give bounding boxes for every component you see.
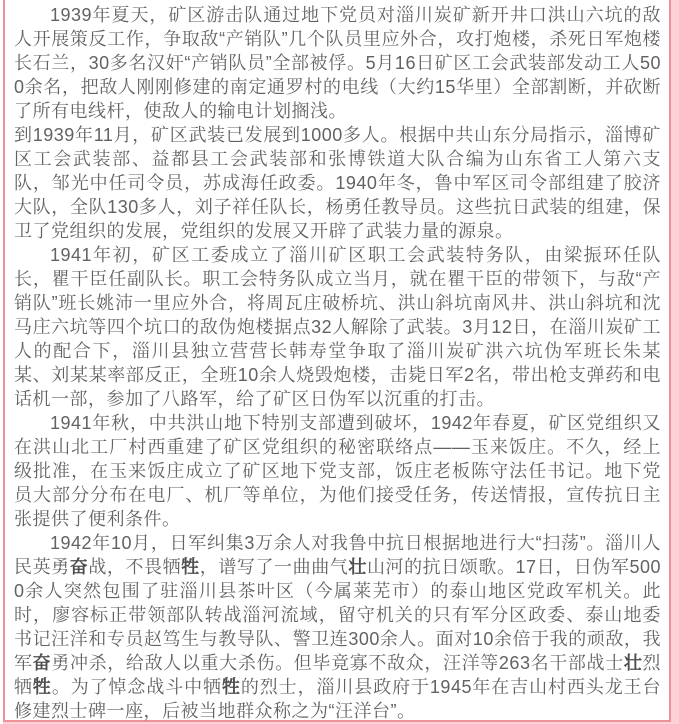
- article-paragraph-1: 1939年夏天，矿区游击队通过地下党员对淄川炭矿新开井口洪山六坑的敌人开展策反工作，争取敌“产销队”几个队员里应外合，攻打炮楼，杀死日军炮楼长石兰，30多名汉奸“产销队员”全部被俘。5月16日矿区工会武装部发动工人500余名，把敌人刚刚修建的南定通罗村的电线（大约15华里）全部割断，并砍断了所有电线杆，使敌人的输电计划搁浅。: [14, 5, 661, 121]
- article-paragraph-3: 1941年初，矿区工委成立了淄川矿区职工会武装特务队，由梁振环任队长，瞿干臣任副队长。职工会特务队成立当月，就在瞿干臣的带领下，与敌“产销队”班长姚沛一里应外合，将周瓦庄破桥坑、洪山斜坑南风井、洪山斜坑和沈马庄六坑等四个坑口的敌伪炮楼据点32人解除了武装。3月12日，在淄川炭矿工人的配合下，淄川县独立营营长韩寿堂争取了淄川炭矿洪六坑伪军班长朱某某、刘某某率部反正，全班10余人烧毁炮楼，击毙日军2名，带出枪支弹药和电话机一部，参加了八路军，给了矿区日伪军以沉重的打击。: [14, 245, 661, 409]
- article-paragraph-5: 1942年10月，日军纠集3万余人对我鲁中抗日根据地进行大“扫荡”。淄川人民英勇奋战，不畏牺牲，谱写了一曲曲气壮山河的抗日颂歌。17日，日伪军5000余人突然包围了驻淄川县茶叶区（今属莱芜市）的泰山地区党政军机关。此时，廖容标正带领部队转战淄河流域，留守机关的只有军分区政委、泰山地委书记汪洋和专员赵笃生与教导队、警卫连300余人。面对10余倍于我的顽敌，我军奋勇冲杀，给敌人以重大杀伤。但毕竟寡不敌众，汪洋等263名干部战士壮烈牺牲。为了悼念战斗中牺牲的烈士，淄川县政府于1945年在吉山村西头龙王台修建烈士碑一座，后被当地群众称之为“汪洋台”。: [14, 533, 662, 721]
- article-body: [14, 3, 661, 723]
- article-paragraph-4: 1941年秋，中共洪山地下特别支部遭到破坏，1942年春夏，矿区党组织又在洪山北工厂村西重建了矿区党组织的秘密联络点——玉来饭庄。不久，经上级批准，在玉来饭庄成立了矿区地下党支部，饭庄老板陈守法任书记。地下党员大部分分布在电厂、机厂等单位，为他们接受任务，传送情报，宣传抗日主张提供了便利条件。: [14, 413, 661, 529]
- article-paragraph-2: 到1939年11月，矿区武装已发展到1000多人。根据中共山东分局指示，淄博矿区工会武装部、益都县工会武装部和张博铁道大队合编为山东省工人第六支队，邹光中任司令员，苏成海任政委。1940年冬，鲁中军区司令部组建了胶济大队，全队130多人，刘子祥任队长，杨勇任教导员。这些抗日武装的组建，保卫了党组织的发展，党组织的发展又开辟了武装力量的源泉。: [14, 125, 661, 241]
- page-outer-background-right: [671, 0, 679, 724]
